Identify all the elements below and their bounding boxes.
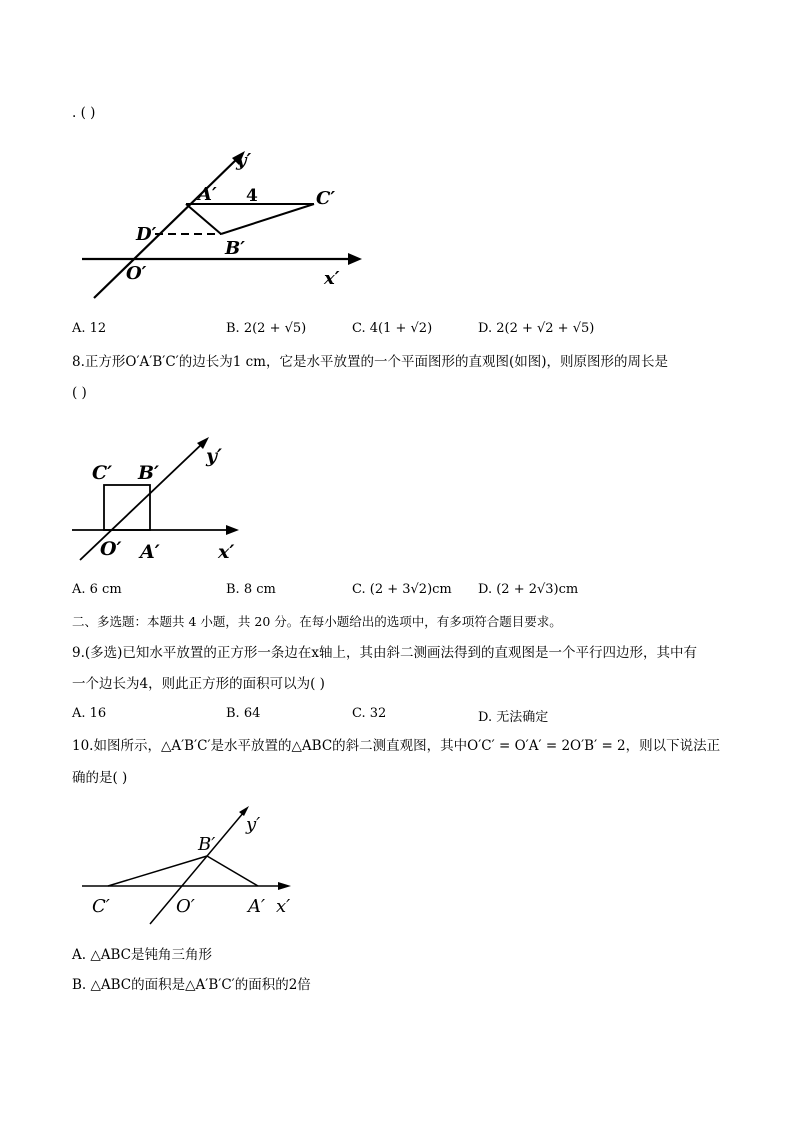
q7-option-d: D. 2(2 + √2 + √5) (478, 321, 595, 336)
q7-label-y: y′ (236, 150, 252, 171)
q10-figure (78, 800, 300, 930)
q10-stem-line1: 10.如图所示，△A′B′C′是水平放置的△ABC的斜二测直观图，其中O′C′ = O′A′ = 2O′B′ = 2，则以下说法正 (72, 738, 721, 754)
q8-option-a: A. 6 cm (72, 582, 122, 597)
q9-option-d: D. 无法确定 (478, 710, 549, 725)
q8-option-d: D. (2 + 2√3)cm (478, 582, 579, 597)
q7-label-four: 4 (246, 186, 258, 206)
q7-label-a: A′ (198, 184, 217, 205)
q7-label-o: O′ (126, 263, 147, 284)
q8-stem-line2: ( ) (72, 385, 87, 401)
q10-label-b: B′ (198, 834, 216, 855)
q10-option-b: B. △ABC的面积是△A′B′C′的面积的2倍 (72, 977, 311, 993)
q10-option-a: A. △ABC是钝角三角形 (72, 947, 212, 963)
q7-label-x: x′ (324, 268, 340, 289)
q9-option-b: B. 64 (226, 706, 261, 721)
q8-option-c: C. (2 + 3√2)cm (352, 582, 452, 597)
q8-label-y: y′ (206, 445, 223, 467)
q7-label-d: D′ (136, 224, 157, 245)
q10-label-a: A′ (248, 896, 266, 917)
q7-label-c: C′ (316, 188, 336, 209)
q9-stem-line2: 一个边长为4，则此正方形的面积可以为( ) (72, 676, 325, 692)
q10-stem-line2: 确的是( ) (72, 770, 128, 786)
q7-option-c: C. 4(1 + √2) (352, 321, 433, 336)
q8-stem-line1: 8.正方形O′A′B′C′的边长为1 cm，它是水平放置的一个平面图形的直观图(如图)，则原图形的周长是 (72, 354, 668, 370)
q10-label-y: y′ (246, 814, 261, 835)
q7-option-a: A. 12 (72, 321, 107, 336)
section-2-header: 二、多选题：本题共 4 小题，共 20 分。在每小题给出的选项中，有多项符合题目要求。 (72, 614, 562, 629)
q10-label-c: C′ (92, 896, 110, 917)
q8-label-x: x′ (218, 541, 235, 563)
q8-label-o: O′ (100, 538, 122, 560)
q7-option-b: B. 2(2 + √5) (226, 321, 307, 336)
q8-figure (70, 432, 250, 567)
q9-option-c: C. 32 (352, 706, 387, 721)
q7-label-b: B′ (225, 238, 245, 259)
q8-label-c: C′ (92, 462, 113, 484)
q7-figure (78, 140, 373, 305)
q10-label-o: O′ (176, 896, 195, 917)
q8-label-a: A′ (140, 541, 160, 563)
q8-option-b: B. 8 cm (226, 582, 276, 597)
q9-option-a: A. 16 (72, 706, 107, 721)
q7-tail: . ( ) (72, 105, 96, 121)
q10-label-x: x′ (276, 896, 291, 917)
q9-stem-line1: 9.(多选)已知水平放置的正方形一条边在x轴上，其由斜二测画法得到的直观图是一个平行四边形，其中有 (72, 645, 698, 661)
q8-label-b: B′ (138, 462, 160, 484)
